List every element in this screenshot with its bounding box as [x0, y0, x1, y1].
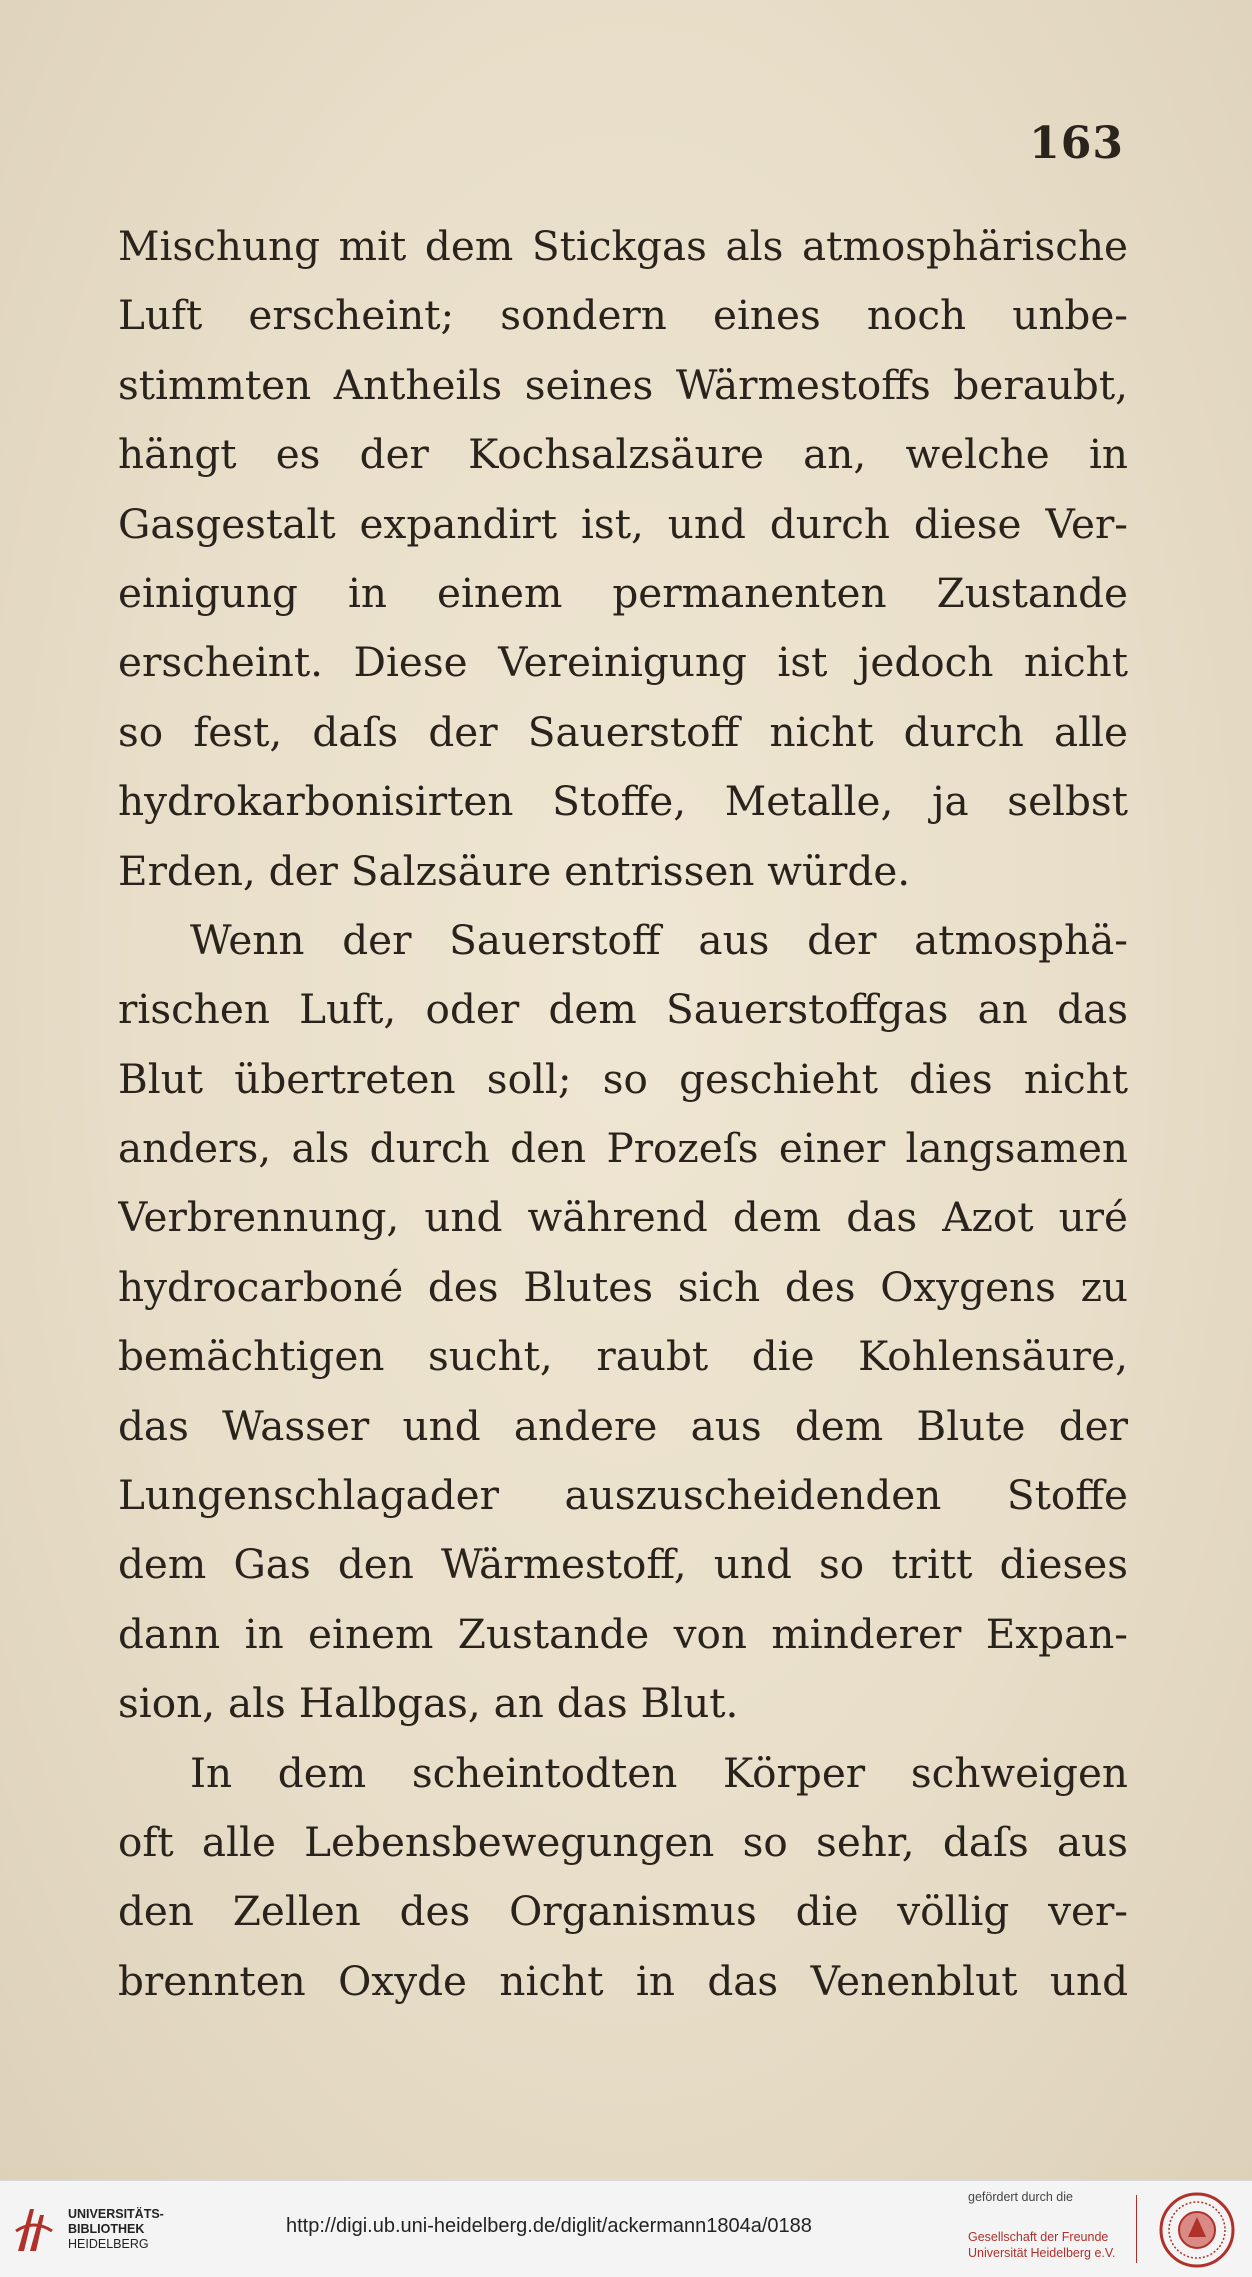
library-name-line2: BIBLIOTHEK: [68, 2222, 145, 2236]
text-line: oft alle Lebensbewegungen so sehr, daſs aus: [118, 1817, 1128, 1866]
text-line: das Wasser und andere aus dem Blute der: [118, 1401, 1128, 1450]
text-line: dem Gas den Wärmestoff, und so tritt dieses: [118, 1540, 1128, 1589]
text-line: Lungenschlagader auszuscheidenden Stoffe: [118, 1471, 1128, 1520]
body-text: [118, 212, 1128, 2016]
text-line: so fest, daſs der Sauerstoff nicht durch alle: [118, 707, 1128, 756]
library-logo-icon: [12, 2201, 56, 2257]
text-line: rischen Luft, oder dem Sauerstoffgas an das: [118, 985, 1128, 1034]
text-line: bemächtigen sucht, raubt die Kohlensäure,: [118, 1332, 1128, 1381]
text-line: dann in einem Zustande von minderer Expan-: [118, 1609, 1128, 1658]
text-line: hydrocarboné des Blutes sich des Oxygens zu: [118, 1262, 1128, 1311]
page-number: 163: [1029, 118, 1124, 169]
text-line: Mischung mit dem Stickgas als atmosphärische: [118, 222, 1128, 270]
text-line: hydrokarbonisirten Stoffe, Metalle, ja selbst: [118, 777, 1128, 826]
library-name-line1: UNIVERSITÄTS-: [68, 2207, 164, 2221]
text-line: Erden, der Salzsäure entrissen würde.: [118, 846, 911, 895]
text-line: erscheint. Diese Vereinigung ist jedoch nicht: [118, 638, 1128, 687]
text-line: Verbrennung, und während dem das Azot uré: [118, 1193, 1128, 1242]
sponsor-org-line1: Gesellschaft der Freunde: [968, 2230, 1109, 2244]
text-line: stimmten Antheils seines Wärmestoffs beraubt,: [118, 360, 1128, 409]
footer-divider: [1136, 2195, 1137, 2263]
library-name-line3: HEIDELBERG: [68, 2237, 149, 2251]
text-line: Luft erscheint; sondern eines noch unbe-: [118, 291, 1128, 340]
text-line: anders, als durch den Prozeſs einer langsamen: [118, 1124, 1128, 1173]
text-line: den Zellen des Organismus die völlig ver-: [118, 1887, 1128, 1936]
viewer-footer: [0, 2180, 1252, 2277]
permalink-url[interactable]: http://digi.ub.uni-heidelberg.de/diglit/ackermann1804a/0188: [286, 2215, 812, 2237]
university-seal-icon: [1158, 2191, 1236, 2269]
sponsor-label: gefördert durch die: [968, 2190, 1073, 2204]
text-line: sion, als Halbgas, an das Blut.: [118, 1679, 739, 1728]
text-line: brennten Oxyde nicht in das Venenblut und: [118, 1956, 1128, 2005]
sponsor-org-line2: Universität Heidelberg e.V.: [968, 2246, 1116, 2260]
sponsor-credit: [968, 2189, 1138, 2261]
text-line: Blut übertreten soll; so geschieht dies nicht: [118, 1054, 1128, 1103]
text-line: Gasgestalt expandirt ist, und durch diese Ver-: [118, 499, 1128, 548]
library-name: [68, 2207, 164, 2252]
text-line: einigung in einem permanenten Zustande: [118, 568, 1128, 617]
text-line: hängt es der Kochsalzsäure an, welche in: [118, 430, 1128, 479]
text-line: Wenn der Sauerstoff aus der atmosphä-: [190, 915, 1128, 964]
text-line: In dem scheintodten Körper schweigen: [190, 1748, 1128, 1797]
